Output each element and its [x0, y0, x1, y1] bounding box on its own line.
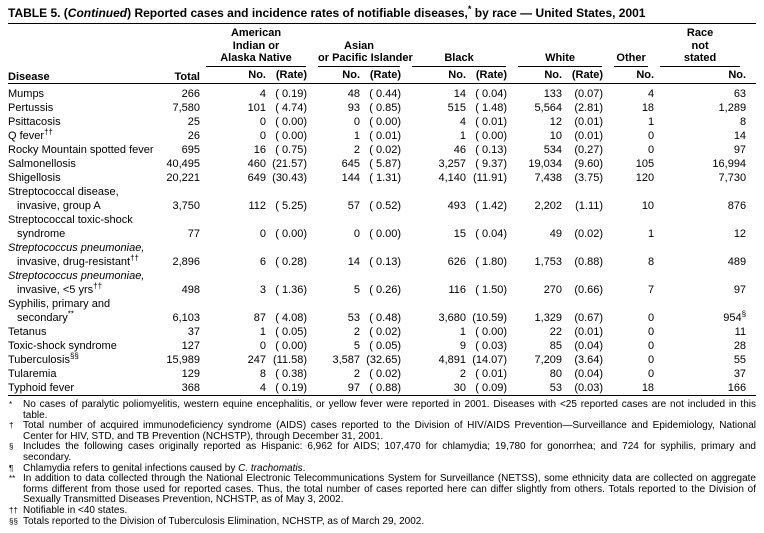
- rate-value: (10.59): [472, 312, 508, 324]
- table-row: [8, 269, 756, 297]
- total-value: 37: [187, 326, 200, 338]
- rate-value: ( 0.13): [369, 256, 402, 268]
- rate-value: (0.04): [574, 368, 604, 380]
- count-value: 534: [543, 144, 563, 156]
- title-text: by race — United States, 2001: [471, 6, 646, 20]
- count-value: 0: [647, 354, 655, 366]
- rate-value: (9.60): [574, 158, 604, 170]
- count-value: 247: [247, 354, 266, 366]
- count-value: 4,140: [438, 172, 467, 184]
- group-label: Other: [614, 52, 648, 67]
- rate-value: ( 0.00): [275, 340, 308, 352]
- count-value: 5,564: [534, 102, 563, 114]
- count-value: 14: [453, 88, 467, 100]
- col-header-total: Total: [158, 27, 200, 84]
- count-value: 46: [453, 144, 467, 156]
- count-value: 8: [739, 116, 747, 128]
- count-value: 12: [733, 228, 747, 240]
- table-row: [8, 297, 756, 325]
- disease-name: Tetanus: [8, 326, 47, 338]
- total-value: 20,221: [166, 172, 200, 184]
- count-value: 166: [727, 382, 747, 394]
- rate-value: ( 0.00): [275, 130, 308, 142]
- rate-value: ( 0.04): [475, 88, 508, 100]
- rate-value: (0.01): [574, 116, 604, 128]
- count-value: 120: [635, 172, 655, 184]
- count-value: 7,730: [718, 172, 747, 184]
- disease-name: Shigellosis: [8, 172, 61, 184]
- count-value: 97: [347, 382, 361, 394]
- rate-value: ( 4.74): [275, 102, 308, 114]
- disease-name: Psittacosis: [8, 116, 61, 128]
- rate-value: (0.66): [574, 284, 604, 296]
- rate-value: ( 1.50): [475, 284, 508, 296]
- col-group-american-indian-alaska-native: [200, 27, 312, 67]
- table-row: [8, 115, 756, 129]
- count-value: 37: [733, 368, 747, 380]
- disease-name: Tuberculosis§§: [8, 351, 79, 366]
- count-value: 8: [647, 256, 655, 268]
- rate-value: ( 0.02): [369, 326, 402, 338]
- count-value: 2: [353, 368, 361, 380]
- count-value: 30: [453, 382, 467, 394]
- count-value: 1,289: [718, 102, 747, 114]
- count-value: 9: [459, 340, 467, 352]
- rate-value: (2.81): [574, 102, 604, 114]
- rate-value: ( 0.05): [275, 326, 308, 338]
- table-row: [8, 367, 756, 381]
- count-value: 48: [347, 88, 361, 100]
- footnote: [8, 517, 756, 528]
- disease-name: Pertussis: [8, 102, 54, 114]
- table-header: [8, 27, 756, 84]
- count-value: 1: [259, 326, 266, 338]
- rate-value: ( 0.88): [369, 382, 402, 394]
- footnote-marker: *: [9, 400, 13, 409]
- count-value: 19,034: [528, 158, 563, 170]
- count-value: 112: [248, 200, 266, 212]
- count-value: 7: [647, 284, 655, 296]
- count-value: 0: [259, 130, 266, 142]
- table-title: [8, 6, 756, 21]
- footnote-text: Chlamydia refers to genital infections caused by: [23, 462, 239, 474]
- count-value: 18: [641, 102, 655, 114]
- rate-value: ( 0.00): [475, 130, 508, 142]
- count-value: 8: [259, 368, 266, 380]
- count-value: 55: [733, 354, 747, 366]
- rate-value: ( 0.04): [475, 228, 508, 240]
- rate-value: (0.01): [574, 326, 604, 338]
- rate-value: (0.03): [574, 382, 604, 394]
- count-value: 87: [253, 312, 266, 324]
- count-value: 2: [459, 368, 467, 380]
- footnote-text: No cases of paralytic poliomyelitis, western equine encephalitis, or yellow fever were reported in 2001. Diseases with <25 reported cases are not included in this table.: [23, 399, 756, 421]
- table-row: [8, 353, 756, 367]
- rate-value: (0.27): [574, 144, 604, 156]
- rate-value: ( 0.48): [369, 312, 402, 324]
- rate-value: (3.64): [574, 354, 604, 366]
- col-header-rate: (Rate): [466, 67, 512, 84]
- total-value: 3,750: [172, 200, 200, 212]
- total-value: 695: [181, 144, 200, 156]
- count-value: 5: [353, 340, 361, 352]
- table-row: [8, 213, 756, 241]
- count-value: 85: [549, 340, 563, 352]
- footnotes: [8, 400, 756, 527]
- count-value: 3: [259, 284, 266, 296]
- count-value: 0: [647, 312, 655, 324]
- count-value: 57: [347, 200, 361, 212]
- rate-value: ( 9.37): [475, 158, 508, 170]
- disease-name: Rocky Mountain spotted fever: [8, 144, 154, 156]
- header-group-row: [8, 27, 756, 67]
- count-value: 116: [448, 284, 467, 296]
- count-value: 28: [733, 340, 747, 352]
- count-value: 12: [549, 116, 563, 128]
- count-value: 1: [647, 228, 655, 240]
- rate-value: ( 0.09): [475, 382, 508, 394]
- rate-value: (30.43): [272, 172, 308, 184]
- col-group-black: [406, 27, 512, 67]
- rate-value: ( 0.00): [275, 116, 308, 128]
- table-row: [8, 143, 756, 157]
- rate-value: ( 1.80): [475, 256, 508, 268]
- count-value: 0: [647, 130, 655, 142]
- table-row: [8, 241, 756, 269]
- table-bottom-rule: [8, 395, 756, 396]
- count-value: 0: [647, 368, 655, 380]
- count-value: 460: [247, 158, 266, 170]
- disease-name: Mumps: [8, 88, 45, 100]
- rate-value: (0.01): [574, 130, 604, 142]
- group-label: American Indian or Alaska Native: [206, 27, 306, 67]
- count-value: 1: [647, 116, 655, 128]
- count-value: 93: [347, 102, 361, 114]
- footnote-text: Totals reported to the Division of Tuberculosis Elimination, NCHSTP, as of March 29, 2002.: [23, 515, 425, 527]
- footnote-marker: ††: [9, 505, 18, 515]
- count-value: 16,994: [712, 158, 747, 170]
- disease-name: Streptococcal toxic-shock syndrome: [8, 214, 133, 240]
- rate-value: ( 0.02): [369, 368, 402, 380]
- rate-value: ( 0.28): [275, 256, 308, 268]
- total-value: 7,580: [172, 102, 200, 114]
- total-value: 129: [181, 368, 200, 380]
- count-value: 1: [459, 130, 467, 142]
- count-value: 49: [549, 228, 563, 240]
- rate-value: ( 0.44): [369, 88, 402, 100]
- count-value: 0: [647, 326, 655, 338]
- col-header-no: No.: [654, 67, 756, 84]
- count-value: 80: [549, 368, 563, 380]
- count-value: 6: [259, 256, 266, 268]
- count-value: 63: [733, 88, 747, 100]
- footnote-marker: ¶: [9, 463, 14, 473]
- footnote-text: In addition to data collected through the National Electronic Telecommunications System for Surveillance (NETSS), some ethnicity data are collected on aggregate forms different from those used for reported cases. Thus, the total number of cases reported here can differ slightly from others. Totals reported to the Division of Sexually Transmitted Diseases Prevention, NCHSTP, as of May 3, 2002.: [23, 473, 756, 506]
- count-value: 876: [727, 200, 747, 212]
- rate-value: (0.88): [574, 256, 604, 268]
- table-body: [8, 84, 756, 396]
- disease-name: Streptococcal disease, invasive, group A: [8, 186, 119, 212]
- count-value: 53: [549, 382, 563, 394]
- count-value: 1,329: [534, 312, 563, 324]
- count-value: 16: [253, 144, 266, 156]
- disease-name: Streptococcus pneumoniae, invasive, drug-resistant††: [8, 242, 145, 268]
- rate-value: ( 0.85): [369, 102, 402, 114]
- count-value: 144: [341, 172, 361, 184]
- table-row: [8, 171, 756, 185]
- footnote-text: Total number of acquired immunodeficiency syndrome (AIDS) cases reported to the Division of HIV/AIDS Prevention—Surveillance and Epidemiology, National Center for HIV, STD, and TB Prevention (NCHSTP), through December 31, 2001.: [23, 420, 756, 442]
- col-header-no: No.: [200, 67, 266, 84]
- count-value: 97: [733, 144, 747, 156]
- count-value: 97: [733, 284, 747, 296]
- title-rule: [8, 23, 756, 24]
- count-value: 0: [259, 228, 266, 240]
- count-value: 10: [641, 200, 655, 212]
- count-value: 22: [549, 326, 563, 338]
- col-header-no: No.: [406, 67, 466, 84]
- count-value: 133: [543, 88, 563, 100]
- rate-value: ( 1.42): [475, 200, 508, 212]
- count-value: 489: [727, 256, 747, 268]
- col-group-race-not-stated: [654, 27, 756, 67]
- count-value: 0: [353, 228, 361, 240]
- rate-value: (1.11): [575, 200, 604, 212]
- group-label: Black: [412, 52, 506, 67]
- count-value: 4: [647, 88, 655, 100]
- total-value: 266: [181, 88, 200, 100]
- table-row: [8, 381, 756, 395]
- count-value: 0: [259, 340, 266, 352]
- count-value: 0: [647, 340, 655, 352]
- col-header-rate: (Rate): [360, 67, 406, 84]
- rate-value: (0.67): [574, 312, 604, 324]
- rate-value: (11.91): [473, 172, 508, 184]
- rate-value: ( 0.52): [369, 200, 402, 212]
- rate-value: (0.02): [574, 228, 604, 240]
- count-value: 53: [347, 312, 361, 324]
- footnote-text: .: [302, 462, 306, 474]
- disease-name: Toxic-shock syndrome: [8, 340, 117, 352]
- footnote-text: Notifiable in <40 states.: [23, 504, 128, 516]
- total-value: 25: [187, 116, 200, 128]
- total-value: 2,896: [172, 256, 200, 268]
- rate-value: ( 1.48): [475, 102, 508, 114]
- footnote-marker: †: [9, 421, 14, 431]
- footnote-marker: §§: [9, 516, 18, 526]
- col-group-asian-pacific-islander: [312, 27, 413, 67]
- total-value: 498: [181, 284, 200, 296]
- col-header-rate: (Rate): [562, 67, 608, 84]
- rate-value: ( 0.00): [475, 326, 508, 338]
- rate-value: (11.58): [272, 354, 308, 366]
- disease-name: Streptococcus pneumoniae, invasive, <5 yrs††: [8, 270, 145, 296]
- group-label: Asian or Pacific Islander: [318, 40, 400, 67]
- rate-value: ( 0.01): [475, 368, 508, 380]
- rate-value: ( 0.19): [275, 88, 308, 100]
- title-text: TABLE 5. (: [8, 6, 68, 20]
- title-continued: Continued: [67, 6, 128, 20]
- count-value: 0: [353, 116, 361, 128]
- col-header-no: No.: [312, 67, 360, 84]
- total-value: 77: [187, 228, 200, 240]
- rate-value: (0.07): [574, 88, 604, 100]
- rate-value: ( 0.00): [275, 228, 308, 240]
- col-header-no: No.: [608, 67, 654, 84]
- table-row: [8, 339, 756, 353]
- total-value: 127: [181, 340, 200, 352]
- count-value: 10: [549, 130, 563, 142]
- footnote: [8, 421, 756, 442]
- disease-name: Q fever††: [8, 127, 53, 142]
- footnote-text: Includes the following cases originally reported as Hispanic: 6,962 for AIDS; 107,470 for chlamydia; 19,780 for gonorrhea; and 724 for syphilis, primary and secondary.: [23, 441, 756, 463]
- rate-value: ( 1.31): [369, 172, 402, 184]
- total-value: 15,989: [166, 354, 200, 366]
- disease-name: Syphilis, primary and secondary**: [8, 298, 111, 324]
- count-value: 515: [447, 102, 467, 114]
- count-value: 2: [353, 326, 361, 338]
- rate-value: ( 0.00): [369, 228, 402, 240]
- count-value: 2: [353, 144, 361, 156]
- count-value: 1: [459, 326, 467, 338]
- disease-name: Salmonellosis: [8, 158, 76, 170]
- total-value: 40,495: [166, 158, 200, 170]
- count-value: 4,891: [438, 354, 467, 366]
- disease-name: Tularemia: [8, 368, 57, 380]
- count-value: 105: [635, 158, 655, 170]
- rate-value: (3.75): [574, 172, 604, 184]
- rate-value: ( 0.38): [275, 368, 308, 380]
- disease-name: Typhoid fever: [8, 382, 75, 394]
- rate-value: ( 0.03): [475, 340, 508, 352]
- total-value: 368: [181, 382, 200, 394]
- count-value: 5: [353, 284, 361, 296]
- table-row: [8, 157, 756, 171]
- table-row: [8, 185, 756, 213]
- count-value: 3,587: [332, 354, 361, 366]
- rate-value: (32.65): [366, 354, 402, 366]
- count-value: 493: [447, 200, 467, 212]
- count-value: 7,438: [534, 172, 563, 184]
- count-value: 15: [453, 228, 467, 240]
- count-value: 101: [247, 102, 266, 114]
- count-value: 645: [341, 158, 361, 170]
- col-header-disease: Disease: [8, 27, 158, 84]
- rate-value: (0.04): [574, 340, 604, 352]
- rate-value: ( 0.13): [475, 144, 508, 156]
- col-group-white: [512, 27, 608, 67]
- rate-value: ( 0.26): [369, 284, 402, 296]
- rate-value: ( 0.02): [369, 144, 402, 156]
- footnote-text: C. trachomatis: [238, 462, 303, 474]
- col-group-other: [608, 27, 654, 67]
- rate-value: (14.07): [472, 354, 508, 366]
- count-value: 3,680: [438, 312, 467, 324]
- group-label: Race not stated: [660, 27, 740, 67]
- footnote-marker: §: [9, 442, 14, 452]
- notifiable-diseases-table: [8, 27, 756, 395]
- rate-value: ( 0.01): [475, 116, 508, 128]
- footnote: [8, 442, 756, 463]
- rate-value: ( 4.08): [275, 312, 308, 324]
- rate-value: (21.57): [272, 158, 308, 170]
- footnote: [8, 474, 756, 506]
- rate-value: ( 1.36): [275, 284, 308, 296]
- count-value: 14: [733, 130, 747, 142]
- table-row: [8, 101, 756, 115]
- total-value: 26: [187, 130, 200, 142]
- rate-value: ( 0.05): [369, 340, 402, 352]
- count-value: 0: [259, 116, 266, 128]
- total-value: 6,103: [172, 312, 200, 324]
- count-value: 649: [247, 172, 266, 184]
- count-value: 2,202: [534, 200, 563, 212]
- count-value: 11: [734, 326, 747, 338]
- count-value: 1: [353, 130, 361, 142]
- rate-value: ( 0.75): [275, 144, 308, 156]
- count-value: 3,257: [438, 158, 467, 170]
- count-value: 7,209: [534, 354, 563, 366]
- table-row: [8, 129, 756, 143]
- rate-value: ( 0.00): [369, 116, 402, 128]
- count-value: 18: [641, 382, 655, 394]
- col-header-no: No.: [512, 67, 562, 84]
- count-value: 1,753: [534, 256, 563, 268]
- footnote: [8, 400, 756, 421]
- table-row: [8, 84, 756, 102]
- count-value: 626: [447, 256, 467, 268]
- rate-value: ( 5.25): [275, 200, 308, 212]
- rate-value: ( 0.01): [369, 130, 402, 142]
- group-label: White: [518, 52, 602, 67]
- count-value: 4: [259, 88, 266, 100]
- count-value: 4: [459, 116, 467, 128]
- count-value: 0: [647, 144, 655, 156]
- rate-value: ( 0.19): [275, 382, 308, 394]
- table-row: [8, 325, 756, 339]
- count-value: 4: [259, 382, 266, 394]
- footnote-marker: **: [9, 474, 16, 484]
- count-value: 270: [543, 284, 563, 296]
- rate-value: ( 5.87): [369, 158, 402, 170]
- col-header-rate: (Rate): [266, 67, 312, 84]
- title-footnote-marker: *: [467, 4, 472, 14]
- count-value: 954§: [723, 309, 747, 324]
- title-text: ) Reported cases and incidence rates of notifiable diseases,: [127, 6, 468, 20]
- count-value: 14: [347, 256, 361, 268]
